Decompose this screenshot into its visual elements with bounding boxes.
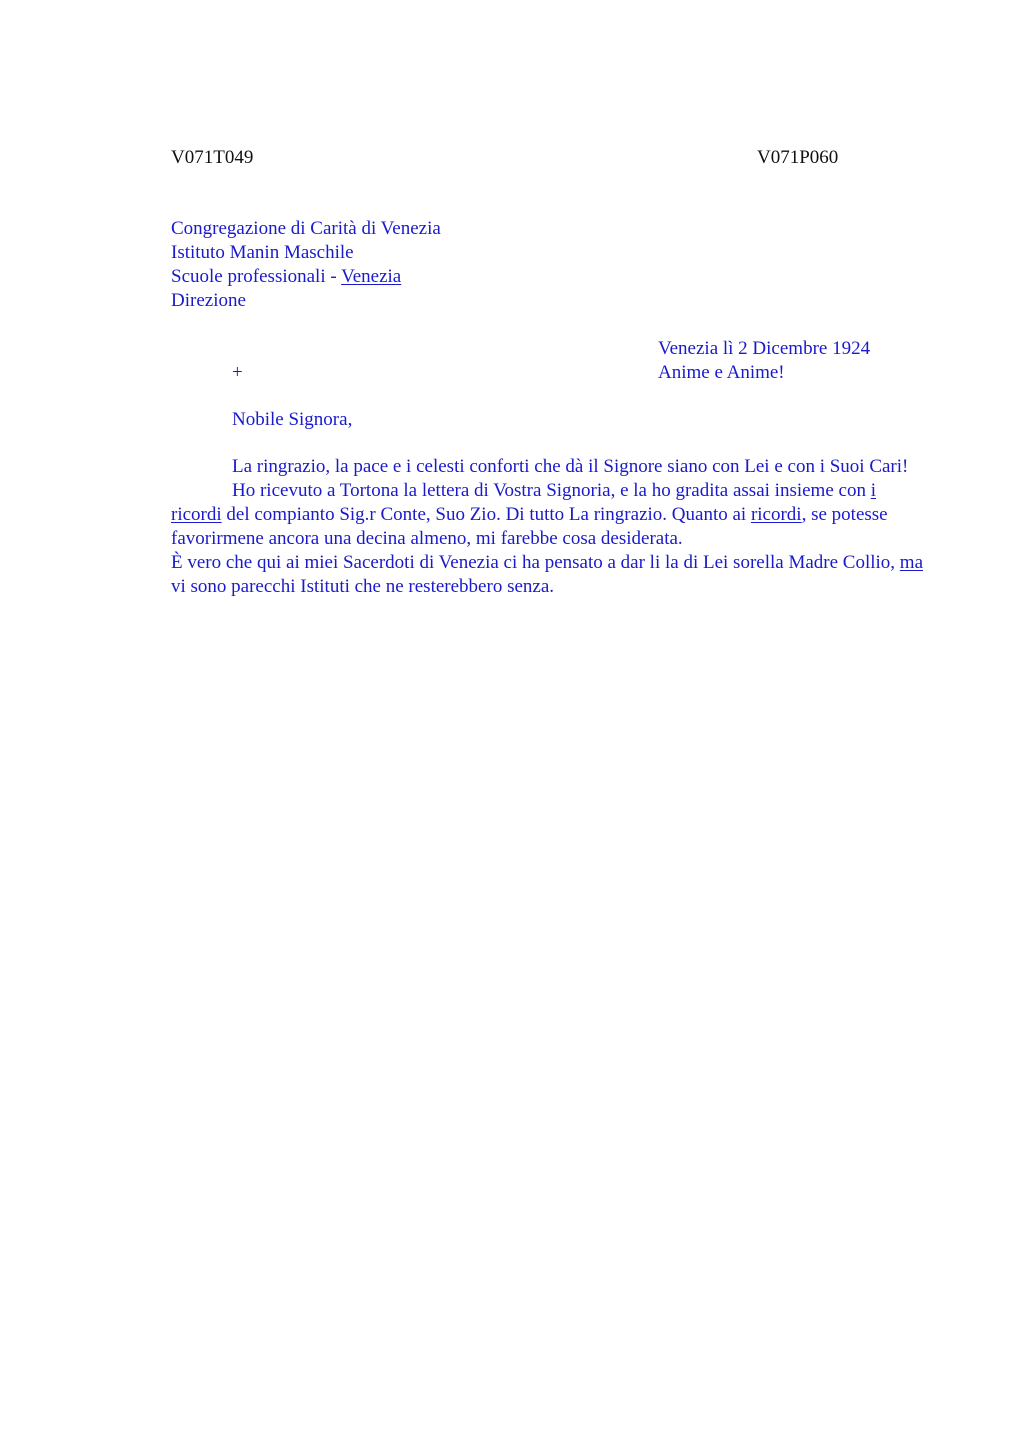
paragraph-3 [171,551,931,599]
motto: Anime e Anime! [658,362,785,383]
dateline [658,337,870,385]
archive-ref-right: V071P060 [757,147,839,168]
underlined-ricordi: ricordi [750,504,802,525]
underlined-i-ricordi: i ricordi [171,480,876,525]
underlined-ma: ma [899,552,924,573]
letterhead [171,217,441,313]
paragraph-1: La ringrazio, la pace e i celesti conforti che dà il Signore siano con Lei e con i Suoi Cari! [232,456,909,477]
letter-body [171,455,931,599]
paragraph-2-text-c: del compianto Sig.r Conte, Suo Zio. Di tutto La ringrazio. Quanto ai [221,504,751,525]
paragraph-2-text-a: Ho ricevuto a Tortona la lettera di Vostra Signoria, e la ho gradita assai insieme con [232,480,871,501]
paragraph-2 [171,479,931,551]
letterhead-line-3-prefix: Scuole professionali - [171,266,342,287]
paragraph-2-text-e: , se potesse favorirmene ancora una decina almeno, mi farebbe cosa desiderata. [171,504,888,549]
archive-ref-left: V071T049 [171,147,254,168]
paragraph-3-text-a: È vero che qui ai miei Sacerdoti di Venezia ci ha pensato a dar li la di Lei sorella Madre Collio, [171,552,900,573]
cross-mark: + [232,362,243,383]
paragraph-3-text-c: vi sono parecchi Istituti che ne resterebbero senza. [171,576,555,597]
letterhead-line-3 [171,265,441,289]
salutation: Nobile Signora, [232,409,353,430]
letterhead-line-4: Direzione [171,290,246,311]
letterhead-line-2: Istituto Manin Maschile [171,242,354,263]
letterhead-city-underlined: Venezia [341,266,402,287]
place-date: Venezia lì 2 Dicembre 1924 [658,338,871,359]
letterhead-line-1: Congregazione di Carità di Venezia [171,218,441,239]
